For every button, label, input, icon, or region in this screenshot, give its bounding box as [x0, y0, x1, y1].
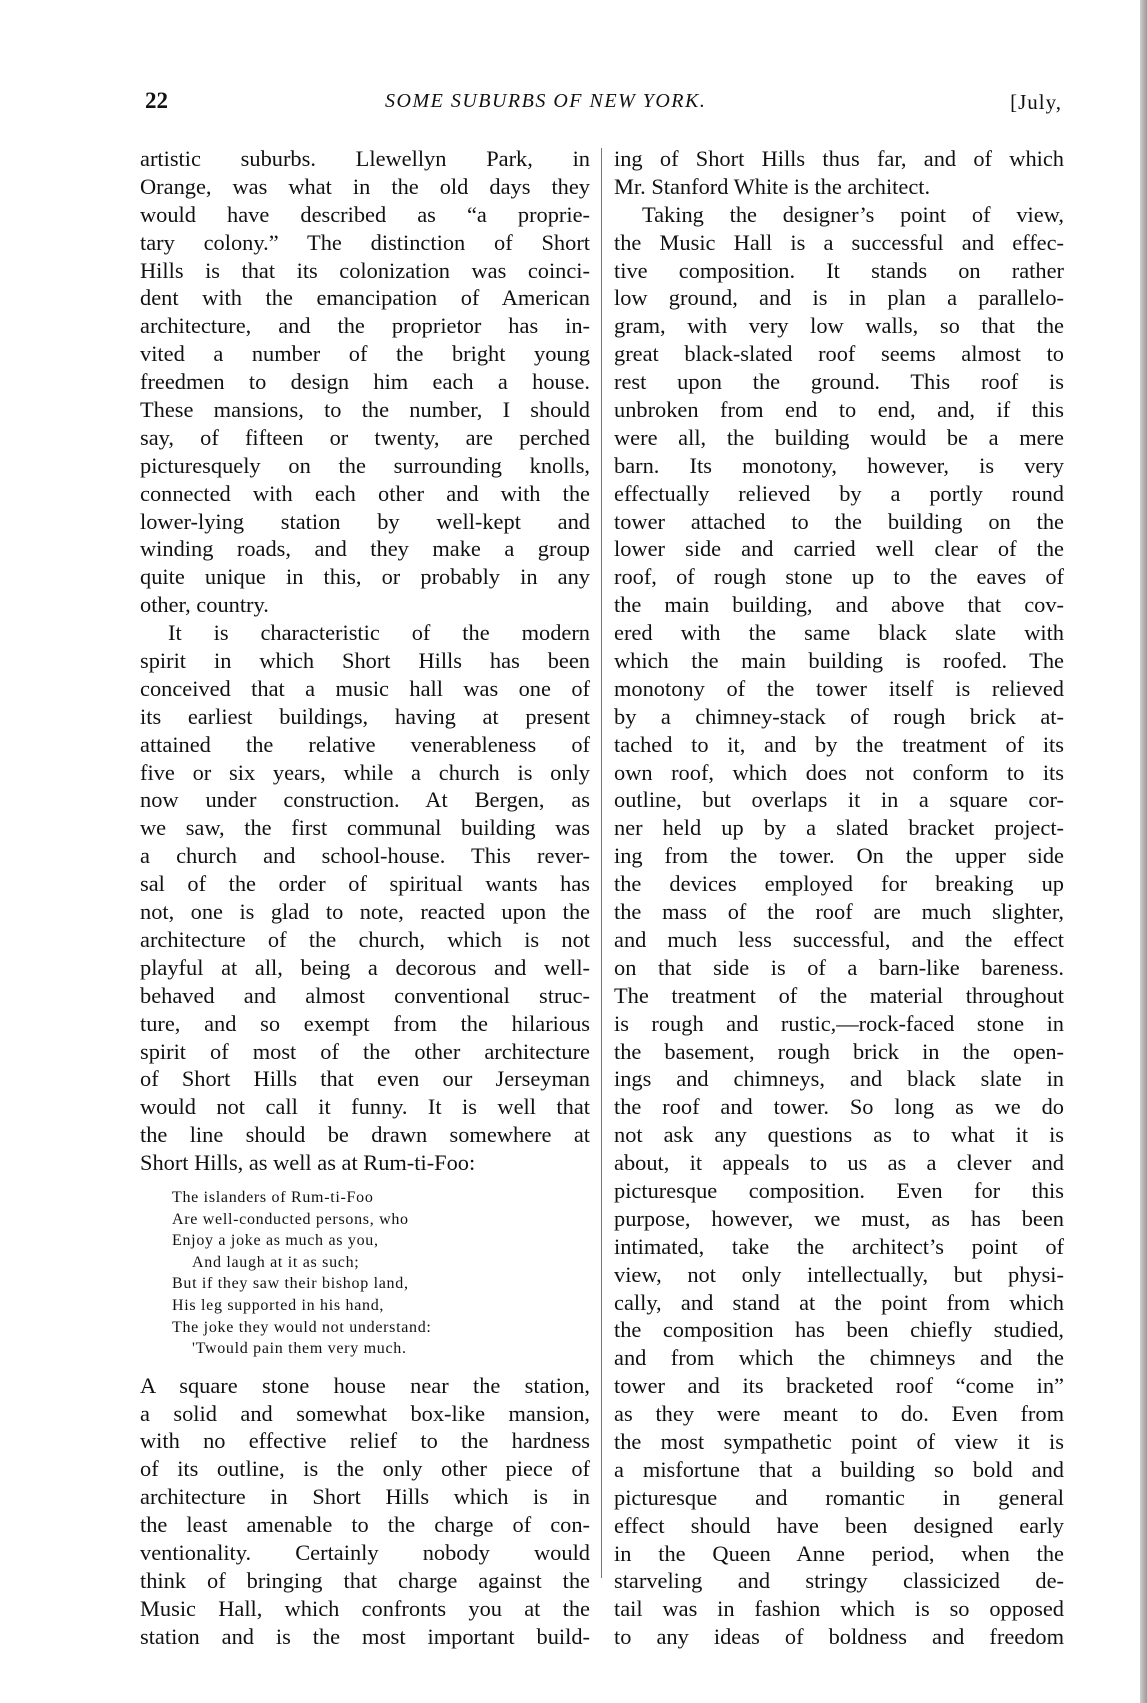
- text-line: tail was in fashion which is so opposed: [614, 1596, 1064, 1622]
- poem-line: Enjoy a joke as much as you,: [172, 1232, 379, 1250]
- poem-line: The joke they would not understand:: [172, 1318, 432, 1336]
- poem-quotation: [140, 1187, 590, 1360]
- text-line: tower attached to the building on the: [614, 508, 1064, 534]
- text-line: lower side and carried well clear of the: [614, 536, 1064, 562]
- column-divider: [601, 148, 602, 1578]
- text-line: great black-slated roof seems almost to: [614, 341, 1064, 367]
- text-line: picturesque composition. Even for this: [614, 1177, 1064, 1203]
- running-header: [145, 88, 1062, 124]
- text-line: It is characteristic of the modern: [168, 620, 590, 646]
- text-line: with no effective relief to the hardness: [140, 1428, 590, 1454]
- page-number: 22: [145, 88, 168, 113]
- text-line: ventionality. Certainly nobody would: [140, 1540, 590, 1566]
- text-line: now under construction. At Bergen, as: [140, 787, 590, 813]
- text-line: a solid and somewhat box-like mansion,: [140, 1400, 590, 1426]
- text-line: is rough and rustic,—rock-faced stone in: [614, 1010, 1064, 1036]
- left-column: [140, 145, 590, 1651]
- text-line: a misfortune that a building so bold and: [614, 1456, 1064, 1482]
- text-line: lower-lying station by well-kept and: [140, 508, 590, 534]
- text-line: the composition has been chiefly studied,: [614, 1317, 1064, 1343]
- text-line: and from which the chimneys and the: [614, 1345, 1064, 1371]
- text-line: architecture, and the proprietor has in-: [140, 313, 590, 339]
- text-line: its earliest buildings, having at present: [140, 703, 590, 729]
- text-line: of its outline, is the only other piece of: [140, 1456, 590, 1482]
- text-line: view, not only intellectually, but physi-: [614, 1261, 1064, 1287]
- text-line: the line should be drawn somewhere at: [140, 1122, 590, 1148]
- poem-line: His leg supported in his hand,: [172, 1296, 385, 1314]
- text-line: playful at all, being a decorous and well-: [140, 954, 590, 980]
- text-line: of Short Hills that even our Jerseyman: [140, 1066, 590, 1092]
- text-line: the devices employed for breaking up: [614, 871, 1064, 897]
- poem-line: The islanders of Rum-ti-Foo: [172, 1188, 374, 1206]
- text-line: about, it appeals to us as a clever and: [614, 1150, 1064, 1176]
- paragraph: [140, 619, 590, 1177]
- text-line: other, country.: [140, 592, 269, 618]
- text-line: tive composition. It stands on rather: [614, 257, 1064, 283]
- text-line: attained the relative venerableness of: [140, 731, 590, 757]
- text-line: would not call it funny. It is well that: [140, 1094, 590, 1120]
- text-line: the mass of the roof are much slighter,: [614, 899, 1064, 925]
- text-line: Mr. Stanford White is the architect.: [614, 173, 931, 199]
- text-line: ings and chimneys, and black slate in: [614, 1066, 1064, 1092]
- text-line: These mansions, to the number, I should: [140, 397, 590, 423]
- text-line: rest upon the ground. This roof is: [614, 369, 1064, 395]
- text-line: monotony of the tower itself is relieved: [614, 675, 1064, 701]
- text-line: to any ideas of boldness and freedom: [614, 1624, 1064, 1650]
- right-column: [614, 145, 1064, 1651]
- text-line: five or six years, while a church is only: [140, 759, 590, 785]
- text-line: on that side is of a barn-like bareness.: [614, 954, 1064, 980]
- text-line: vited a number of the bright young: [140, 341, 590, 367]
- text-line: by a chimney-stack of rough brick at-: [614, 703, 1064, 729]
- text-line: not ask any questions as to what it is: [614, 1122, 1064, 1148]
- paragraph: [140, 1372, 590, 1651]
- text-line: Short Hills, as well as at Rum-ti-Foo:: [140, 1150, 476, 1176]
- text-line: effect should have been designed early: [614, 1512, 1064, 1538]
- text-line: winding roads, and they make a group: [140, 536, 590, 562]
- text-line: architecture in Short Hills which is in: [140, 1484, 590, 1510]
- text-line: station and is the most important build-: [140, 1623, 590, 1649]
- text-line: tached to it, and by the treatment of its: [614, 731, 1064, 757]
- text-line: purpose, however, we must, as has been: [614, 1205, 1064, 1231]
- paragraph: [614, 201, 1064, 1651]
- text-line: ner held up by a slated bracket project-: [614, 815, 1064, 841]
- poem-line: But if they saw their bishop land,: [172, 1275, 409, 1293]
- text-line: barn. Its monotony, however, is very: [614, 452, 1064, 478]
- text-line: freedmen to design him each a house.: [140, 369, 590, 395]
- paragraph: [614, 145, 1064, 201]
- text-line: unbroken from end to end, and, if this: [614, 397, 1064, 423]
- text-line: ing from the tower. On the upper side: [614, 843, 1064, 869]
- text-line: the least amenable to the charge of con-: [140, 1512, 590, 1538]
- text-line: ture, and so exempt from the hilarious: [140, 1010, 590, 1036]
- text-line: we saw, the first communal building was: [140, 815, 590, 841]
- text-line: not, one is glad to note, reacted upon the: [140, 899, 590, 925]
- text-line: picturesquely on the surrounding knolls,: [140, 452, 590, 478]
- text-line: in the Queen Anne period, when the: [614, 1540, 1064, 1566]
- text-line: ing of Short Hills thus far, and of which: [614, 146, 1064, 171]
- text-line: think of bringing that charge against the: [140, 1567, 590, 1593]
- text-line: roof, of rough stone up to the eaves of: [614, 564, 1064, 590]
- text-line: connected with each other and with the: [140, 480, 590, 506]
- poem-line: Are well-conducted persons, who: [172, 1210, 409, 1228]
- text-line: say, of fifteen or twenty, are perched: [140, 424, 590, 450]
- text-line: outline, but overlaps it in a square cor-: [614, 787, 1064, 813]
- text-line: the main building, and above that cov-: [614, 592, 1064, 618]
- text-line: architecture of the church, which is not: [140, 926, 590, 952]
- poem-line: 'Twould pain them very much.: [192, 1340, 407, 1358]
- text-line: Taking the designer’s point of view,: [642, 201, 1064, 227]
- text-line: picturesque and romantic in general: [614, 1484, 1064, 1510]
- text-line: spirit of most of the other architecture: [140, 1038, 590, 1064]
- text-line: own roof, which does not conform to its: [614, 759, 1064, 785]
- text-line: a church and school-house. This rever-: [140, 843, 590, 869]
- running-title: SOME SUBURBS OF NEW YORK.: [385, 90, 707, 112]
- text-line: spirit in which Short Hills has been: [140, 648, 590, 674]
- text-line: behaved and almost conventional struc-: [140, 982, 590, 1008]
- text-line: tary colony.” The distinction of Short: [140, 229, 590, 255]
- text-line: cally, and stand at the point from which: [614, 1289, 1064, 1315]
- text-line: the most sympathetic point of view it is: [614, 1428, 1064, 1454]
- text-line: gram, with very low walls, so that the: [614, 313, 1064, 339]
- text-line: tower and its bracketed roof “come in”: [614, 1373, 1064, 1399]
- text-line: the roof and tower. So long as we do: [614, 1094, 1064, 1120]
- text-line: dent with the emancipation of American: [140, 285, 590, 311]
- text-line: artistic suburbs. Llewellyn Park, in: [140, 146, 590, 171]
- text-line: intimated, take the architect’s point of: [614, 1233, 1064, 1259]
- text-line: the basement, rough brick in the open-: [614, 1038, 1064, 1064]
- text-line: Music Hall, which confronts you at the: [140, 1595, 590, 1621]
- text-line: Hills is that its colonization was coinci-: [140, 257, 590, 283]
- poem-line: And laugh at it as such;: [192, 1253, 360, 1271]
- running-month: [July,: [1010, 90, 1062, 114]
- text-line: the Music Hall is a successful and effec-: [614, 229, 1064, 255]
- text-line: starveling and stringy classicized de-: [614, 1568, 1064, 1594]
- text-line: sal of the order of spiritual wants has: [140, 871, 590, 897]
- text-line: effectually relieved by a portly round: [614, 480, 1064, 506]
- text-line: quite unique in this, or probably in any: [140, 564, 590, 590]
- text-line: Orange, was what in the old days they: [140, 173, 590, 199]
- text-line: ered with the same black slate with: [614, 620, 1064, 646]
- text-line: A square stone house near the station,: [140, 1372, 590, 1398]
- text-line: would have described as “a proprie-: [140, 201, 590, 227]
- scan-page-edge: [1140, 0, 1147, 1703]
- text-line: which the main building is roofed. The: [614, 648, 1064, 674]
- text-line: low ground, and is in plan a parallelo-: [614, 285, 1064, 311]
- text-line: as they were meant to do. Even from: [614, 1401, 1064, 1427]
- text-line: The treatment of the material throughout: [614, 982, 1064, 1008]
- text-line: were all, the building would be a mere: [614, 424, 1064, 450]
- paragraph: [140, 145, 590, 619]
- text-line: conceived that a music hall was one of: [140, 675, 590, 701]
- text-line: and much less successful, and the effect: [614, 926, 1064, 952]
